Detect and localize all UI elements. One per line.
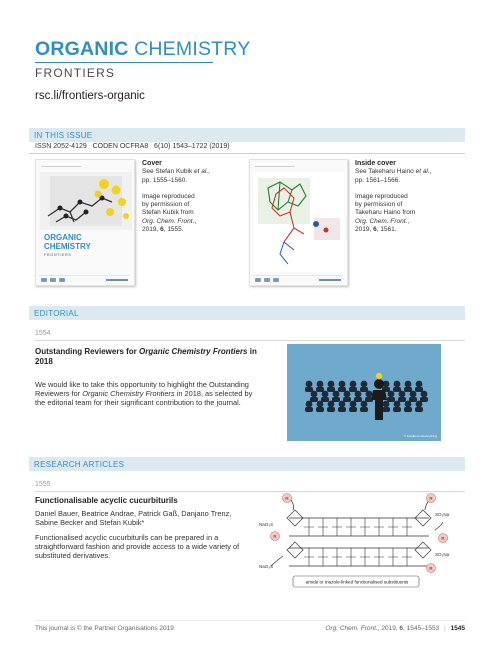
cover-credit-3: Stefan Kubik from [142,209,194,217]
glycoluril-unit [346,518,356,536]
reviewer-head [317,381,324,388]
reviewer-head [311,391,318,398]
reviewer-body [382,407,390,412]
cover-header-line [41,166,81,167]
scheme-legend: amide or triazole-linked functionalised substituents [305,579,409,585]
cover-see-line: See Stefan Kubik et al., [142,168,210,176]
research-title[interactable]: Functionalisable acyclic cucurbiturils [35,496,178,505]
reviewer-body [349,407,357,412]
research-abstract: Functionalised acyclic cucurbiturils can be prepared in a straightforward fashion and provide access to a wide variety of substituted derivatives. [35,533,240,560]
inside-cover-pages-link[interactable]: pp. 1561–1566. [355,176,401,184]
reviewer-head [328,401,335,408]
reviewer-head [416,381,423,388]
journal-subtitle: FRONTIERS [35,66,116,80]
research-scheme-image [253,490,465,592]
glycoluril-unit [374,548,384,566]
glycoluril-unit [304,518,314,536]
cover-title-line3: FRONTIERS [44,253,72,257]
section-header-research-articles: RESEARCH ARTICLES [29,457,465,471]
cover-publisher-logos [39,275,130,283]
reviewer-head [350,381,357,388]
reviewer-body [305,387,313,392]
glycoluril-unit [360,548,370,566]
reviewer-head [317,401,324,408]
reviewer-body [316,387,324,392]
naso3-label-1: NaO₃S [259,522,274,527]
cover-credit-2: by permission of [142,201,190,209]
glycoluril-unit [304,548,314,566]
image-credit: © Fotolia.com/everything [403,434,437,438]
cover-molecule-image [40,172,132,230]
section-header-editorial: EDITORIAL [29,306,465,320]
glycoluril-unit [388,518,398,536]
reviewer-head [344,391,351,398]
reviewer-head [410,391,417,398]
reviewer-head [405,401,412,408]
footer-citation: Org. Chem. Front., 2019, 6, 1545–1553 | 1545 [325,625,465,632]
reviewer-head [328,381,335,388]
reviewer-body [398,397,406,402]
editorial-reviewers-image [287,344,441,441]
naso3-label-2: NaO₃S [259,564,274,569]
reviewer-body [360,387,368,392]
section-rule [29,153,465,154]
reviewer-head [394,381,401,388]
inside-cover-header-line [255,166,295,167]
inside-cover-label: Inside cover [355,160,396,167]
cover-title-line2: CHEMISTRY [44,242,91,251]
glycoluril-unit [374,518,384,536]
so3na-label-1: SO₃Na [435,512,450,517]
reviewer-body [360,407,368,412]
reviewer-body [404,407,412,412]
section-header-in-this-issue: IN THIS ISSUE [29,128,465,142]
glycoluril-unit [346,548,356,566]
glycoluril-unit [318,548,328,566]
reviewer-head [421,391,428,398]
reviewer-head [339,401,346,408]
r-label-4: R [441,536,445,541]
r-label-3: R [273,534,277,539]
cover-credit-4: Org. Chem. Front., [142,217,197,225]
reviewer-head [366,391,373,398]
reviewer-head [322,391,329,398]
reviewer-head [361,381,368,388]
reviewer-body [387,397,395,402]
journal-title [35,38,250,61]
reviewer-head [383,401,390,408]
reviewer-body [343,397,351,402]
so3na-label-2: SO₃Na [435,552,450,557]
editorial-rule [35,340,465,341]
glycoluril-unit [360,518,370,536]
glycoluril-unit [318,518,328,536]
reviewer-body [415,387,423,392]
inside-cover-caption [355,160,450,234]
reviewer-head [399,391,406,398]
cover-pages-link[interactable]: pp. 1555–1560. [142,176,188,184]
reviewer-body [420,397,428,402]
reviewer-body [332,397,340,402]
cover-label: Cover [142,160,162,167]
reviewer-body [321,397,329,402]
reviewer-body [316,407,324,412]
reviewer-head [416,401,423,408]
reviewer-body [415,407,423,412]
reviewer-head [339,381,346,388]
reviewer-body [327,387,335,392]
reviewer-body [393,387,401,392]
research-page-number: 1555 [35,481,51,488]
reviewer-body [349,387,357,392]
footer-page-number: 1545 [450,625,465,632]
editorial-page-number: 1554 [35,330,51,337]
cover-journal-title [44,233,91,257]
footer-copyright: This journal is © the Partner Organisations 2019 [35,625,174,632]
r-label-1: R [285,496,289,501]
cover-title-line1: ORGANIC [44,233,82,242]
reviewer-head [355,391,362,398]
reviewer-head [333,391,340,398]
reviewer-body [354,397,362,402]
reviewer-body [338,407,346,412]
reviewer-head [361,401,368,408]
r-label-2: R [429,496,433,501]
cover-thumbnail[interactable] [35,159,135,286]
glycoluril-unit [332,518,342,536]
inside-cover-credit-4: Org. Chem. Front., [355,217,410,225]
glycoluril-unit [388,548,398,566]
inside-cover-credit-1: Image reproduced [355,192,408,200]
footer-divider [35,620,465,621]
reviewer-head [306,401,313,408]
inside-cover-credit-5: 2019, 6, 1561. [355,226,397,234]
reviewer-body [338,387,346,392]
inside-cover-see-line: See Takeharu Haino et al., [355,168,432,176]
reviewer-body [327,407,335,412]
reviewer-head [388,391,395,398]
journal-title-bold: ORGANIC [35,38,129,60]
journal-url-link[interactable]: rsc.li/frontiers-organic [35,90,145,102]
r-label-5: R [429,566,433,571]
glycoluril-unit [402,548,412,566]
journal-title-light: CHEMISTRY [134,38,251,60]
inside-cover-credit-2: by permission of [355,201,403,209]
inside-cover-credit-3: Takeharu Haino from [355,209,416,217]
research-authors: Daniel Bauer, Beatrice Andrae, Patrick Gaß, Danjano Trenz, Sabine Becker and Stefan Kubik* [35,509,232,527]
glycoluril-unit [332,548,342,566]
issn-line: ISSN 2052-4129 CODEN OCFRA8 6(10) 1543–1722 (2019) [35,143,230,150]
cover-credit-1: Image reproduced [142,192,195,200]
reviewer-head [394,401,401,408]
reviewer-body [310,397,318,402]
cover-caption [142,160,237,234]
cover-credit-5: 2019, 6, 1555. [142,226,184,234]
reviewer-body [404,387,412,392]
reviewer-head [350,401,357,408]
reviewer-body [305,407,313,412]
reviewer-body [409,397,417,402]
reviewer-body [393,407,401,412]
inside-cover-molecule-image [254,172,344,272]
editorial-title[interactable]: Outstanding Reviewers for Organic Chemistry Frontiers in 2018 [35,347,257,366]
reviewer-head [405,381,412,388]
reviewer-head [306,381,313,388]
editorial-abstract: We would like to take this opportunity to highlight the Outstanding Reviewers for Organic Chemistry Frontiers in 2018, as selected by the editorial team for their significant contribution to the journal. [35,380,253,407]
glycoluril-unit [402,518,412,536]
inside-cover-thumbnail[interactable] [249,159,348,286]
inside-cover-publisher-logos [253,275,343,283]
title-rule [35,62,213,63]
